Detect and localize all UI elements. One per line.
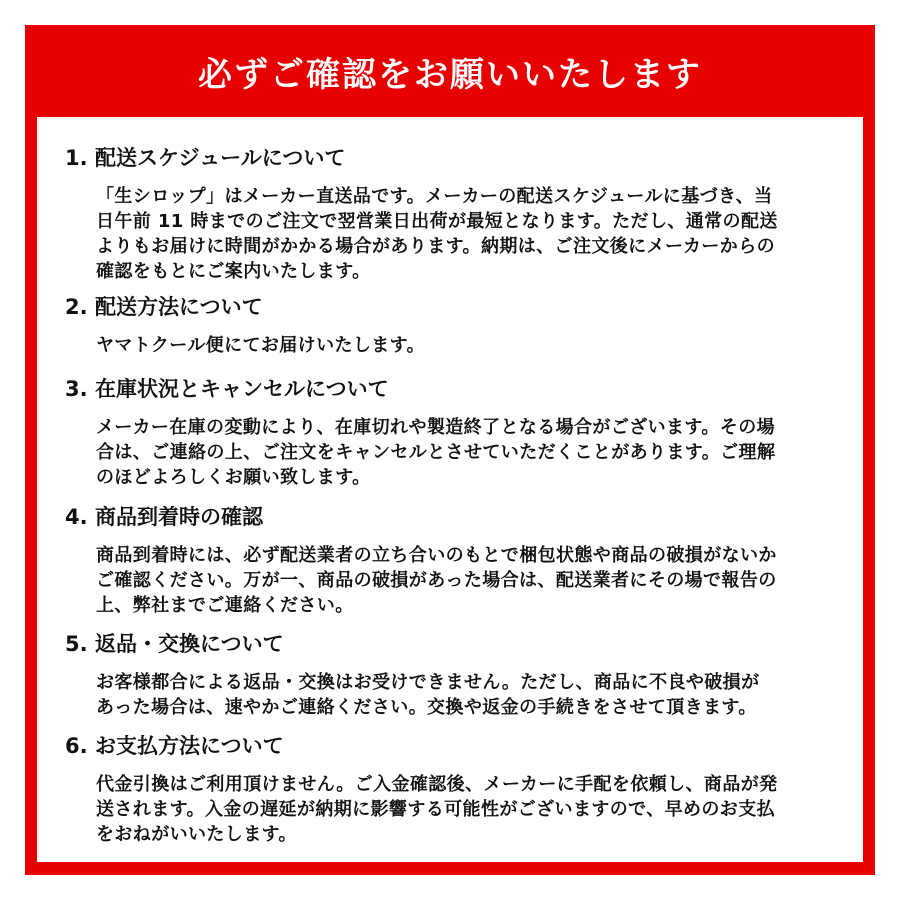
section-heading <box>65 732 845 760</box>
body-line: お客様都合による返品・交換はお受けできません。ただし、商品に不良や破損が <box>96 672 760 693</box>
body-line: をおねがいいたします。 <box>96 824 297 845</box>
section-number: 5. <box>65 632 88 656</box>
section-number: 6. <box>65 734 88 758</box>
body-line: メーカー在庫の変動により、在庫切れや製造終了となる場合がございます。その場 <box>96 417 775 438</box>
body-line: 送されます。入金の遅延が納期に影響する可能性がございますので、早めのお支払 <box>96 799 775 820</box>
body-line: 商品到着時には、必ず配送業者の立ち合いのもとで梱包状態や商品の破損がないか <box>96 545 777 566</box>
section-heading <box>65 630 845 658</box>
section-returns <box>65 630 845 720</box>
section-body <box>65 772 845 847</box>
section-heading-text: 配送スケジュールについて <box>95 146 346 170</box>
section-number: 1. <box>65 146 88 170</box>
section-body <box>65 543 845 618</box>
notice-frame <box>25 25 875 875</box>
body-line: 日午前 11 時までのご注文で翌営業日出荷が最短となります。ただし、通常の配送 <box>96 211 778 232</box>
section-arrival-check <box>65 503 845 618</box>
section-heading <box>65 144 845 172</box>
body-line: ご確認ください。万が一、商品の破損があった場合は、配送業者にその場で報告の <box>96 570 777 591</box>
section-number: 2. <box>65 295 88 319</box>
body-line: 上、弊社までご連絡ください。 <box>96 595 354 616</box>
section-heading-text: 配送方法について <box>95 295 263 319</box>
body-line: あった場合は、速やかご連絡ください。交換や返金の手続きをさせて頂きます。 <box>96 697 757 718</box>
section-heading <box>65 503 845 531</box>
notice-panel <box>37 117 863 862</box>
body-line: 確認をもとにご案内いたします。 <box>96 261 371 282</box>
section-body <box>65 415 845 490</box>
section-number: 4. <box>65 505 88 529</box>
section-body <box>65 184 845 284</box>
section-body <box>65 333 845 358</box>
notice-title: 必ずご確認をお願いいたします <box>198 54 702 95</box>
section-delivery-method <box>65 293 845 358</box>
section-heading <box>65 293 845 321</box>
body-line: のほどよろしくお願い致します。 <box>96 467 371 488</box>
body-line: 「生シロップ」はメーカー直送品です。メーカーの配送スケジュールに基づき、当 <box>96 186 773 207</box>
section-number: 3. <box>65 377 88 401</box>
section-body <box>65 670 845 720</box>
section-heading <box>65 375 845 403</box>
section-heading-text: 在庫状況とキャンセルについて <box>95 377 389 401</box>
body-line: よりもお届けに時間がかかる場合があります。納期は、ご注文後にメーカーからの <box>96 236 775 257</box>
section-payment <box>65 732 845 847</box>
section-heading-text: 商品到着時の確認 <box>95 505 263 529</box>
body-line: ヤマトクール便にてお届けいたします。 <box>96 335 426 356</box>
section-heading-text: お支払方法について <box>95 734 284 758</box>
section-heading-text: 返品・交換について <box>95 632 284 656</box>
section-delivery-schedule <box>65 144 845 284</box>
section-stock-cancel <box>65 375 845 490</box>
body-line: 合は、ご連絡の上、ご注文をキャンセルとさせていただくことがあります。ご理解 <box>96 442 776 463</box>
body-line: 代金引換はご利用頂けません。ご入金確認後、メーカーに手配を依頼し、商品が発 <box>96 774 778 795</box>
